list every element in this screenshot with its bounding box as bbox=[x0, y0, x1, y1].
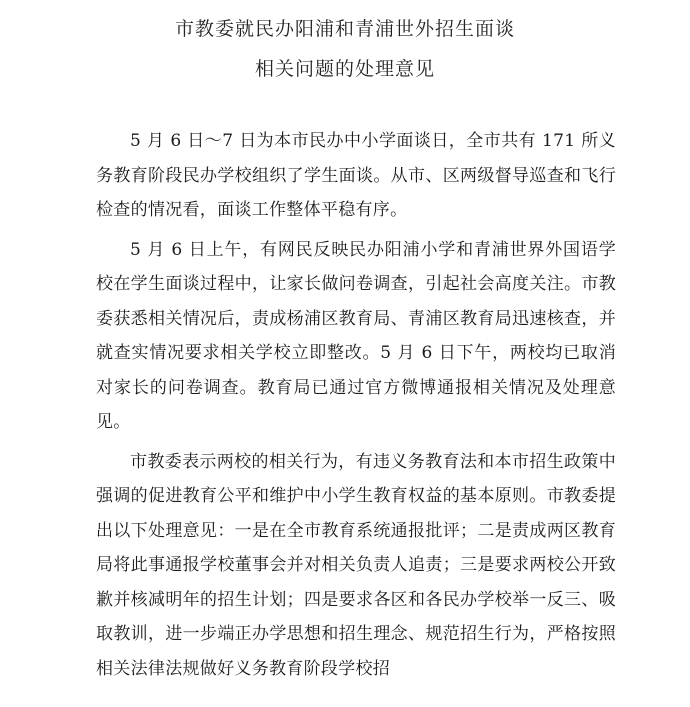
paragraph-1: 5 月 6 日～7 日为本市民办中小学面谈日，全市共有 171 所义务教育阶段民办学校组织了学生面谈。从市、区两级督导巡查和飞行检查的情况看，面谈工作整体平稳有序。 bbox=[96, 131, 616, 220]
paragraph-3: 市教委表示两校的相关行为，有违义务教育法和本市招生政策中强调的促进教育公平和维护中小学生教育权益的基本原则。市教委提出以下处理意见：一是在全市教育系统通报批评；二是责成两区教育局将此事通报学校董事会并对相关负责人追责；三是要求两校公开致歉并核减明年的招生计划；四是要求各区和各民办学校举一反三、吸取教训，进一步端正办学思想和招生理念、规范招生行为，严格按照相关法律法规做好义务教育阶段学校招 bbox=[96, 451, 616, 679]
document-title: 市教委就民办阳浦和青浦世外招生面谈 bbox=[174, 18, 515, 40]
document-body bbox=[96, 124, 616, 686]
paragraph-2: 5 月 6 日上午，有网民反映民办阳浦小学和青浦世界外国语学校在学生面谈过程中，让家长做问卷调查，引起社会高度关注。市教委获悉相关情况后，责成杨浦区教育局、青浦区教育局迅速核查，并就查实情况要求相关学校立即整改。5 月 6 日下午，两校均已取消对家长的问卷调查。教育局已通过官方微博通报相关情况及处理意见。 bbox=[96, 239, 616, 432]
document-subtitle: 相关问题的处理意见 bbox=[254, 58, 435, 80]
